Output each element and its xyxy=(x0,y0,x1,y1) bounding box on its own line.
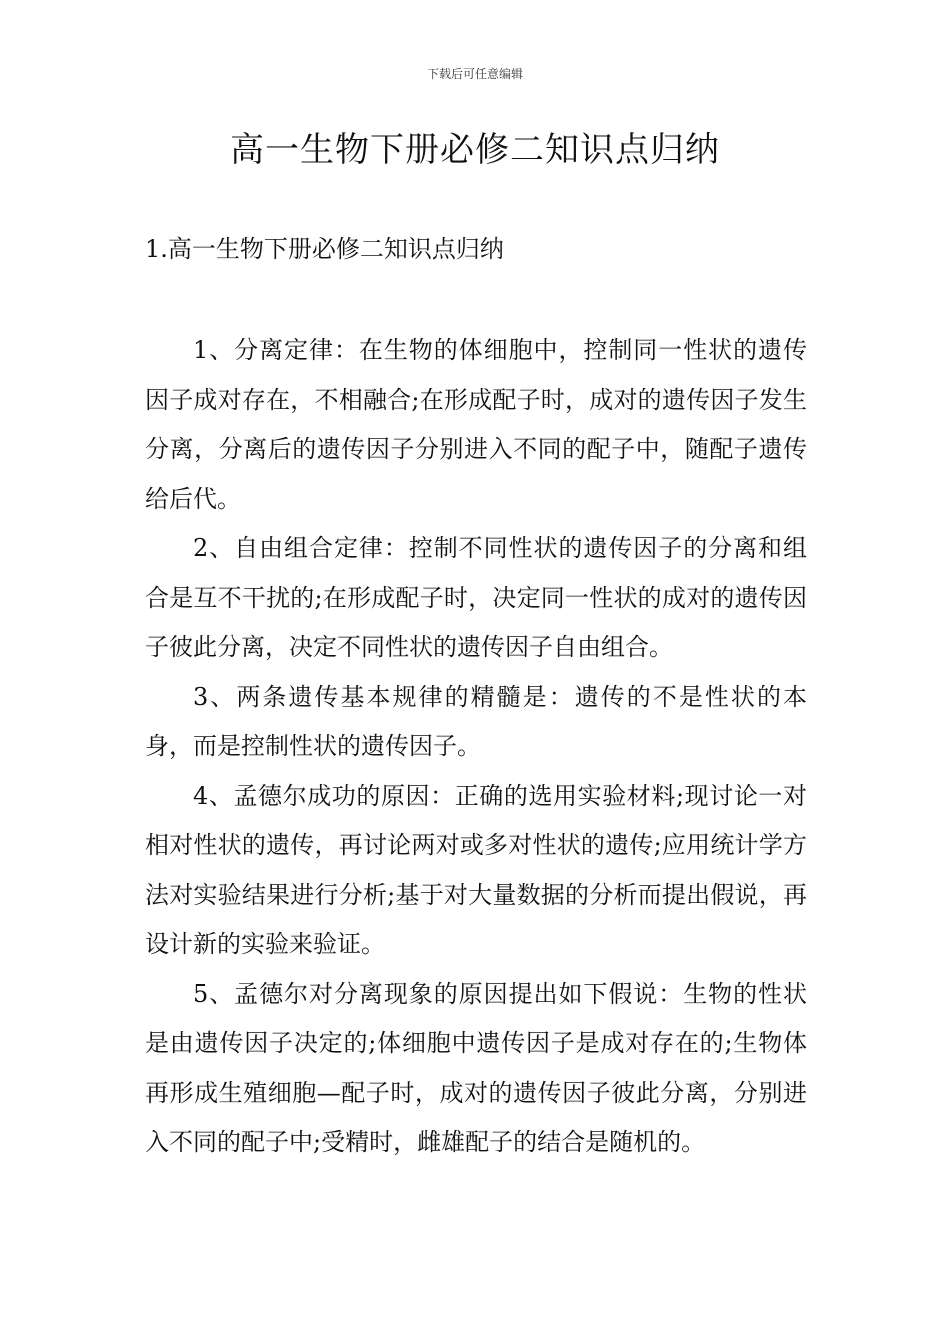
body-text xyxy=(145,326,807,1168)
paragraph-5: 5、孟德尔对分离现象的原因提出如下假说：生物的性状是由遗传因子决定的;体细胞中遗传因子是成对存在的;生物体再形成生殖细胞—配子时，成对的遗传因子彼此分离，分别进入不同的配子中;受精时，雌雄配子的结合是随机的。 xyxy=(145,979,807,1156)
header-note: 下载后可任意编辑 xyxy=(426,67,523,81)
paragraph-4: 4、孟德尔成功的原因：正确的选用实验材料;现讨论一对相对性状的遗传，再讨论两对或多对性状的遗传;应用统计学方法对实验结果进行分析;基于对大量数据的分析而提出假说，再设计新的实验来验证。 xyxy=(145,781,807,958)
paragraph-3: 3、两条遗传基本规律的精髓是：遗传的不是性状的本身，而是控制性状的遗传因子。 xyxy=(145,682,807,760)
document-title: 高一生物下册必修二知识点归纳 xyxy=(230,130,720,170)
paragraph-2: 2、自由组合定律：控制不同性状的遗传因子的分离和组合是互不干扰的;在形成配子时，决定同一性状的成对的遗传因子彼此分离，决定不同性状的遗传因子自由组合。 xyxy=(145,534,807,661)
section-heading: 1.高一生物下册必修二知识点归纳 xyxy=(145,235,504,263)
paragraph-1: 1、分离定律：在生物的体细胞中，控制同一性状的遗传因子成对存在，不相融合;在形成配子时，成对的遗传因子发生分离，分离后的遗传因子分别进入不同的配子中，随配子遗传给后代。 xyxy=(145,336,807,513)
